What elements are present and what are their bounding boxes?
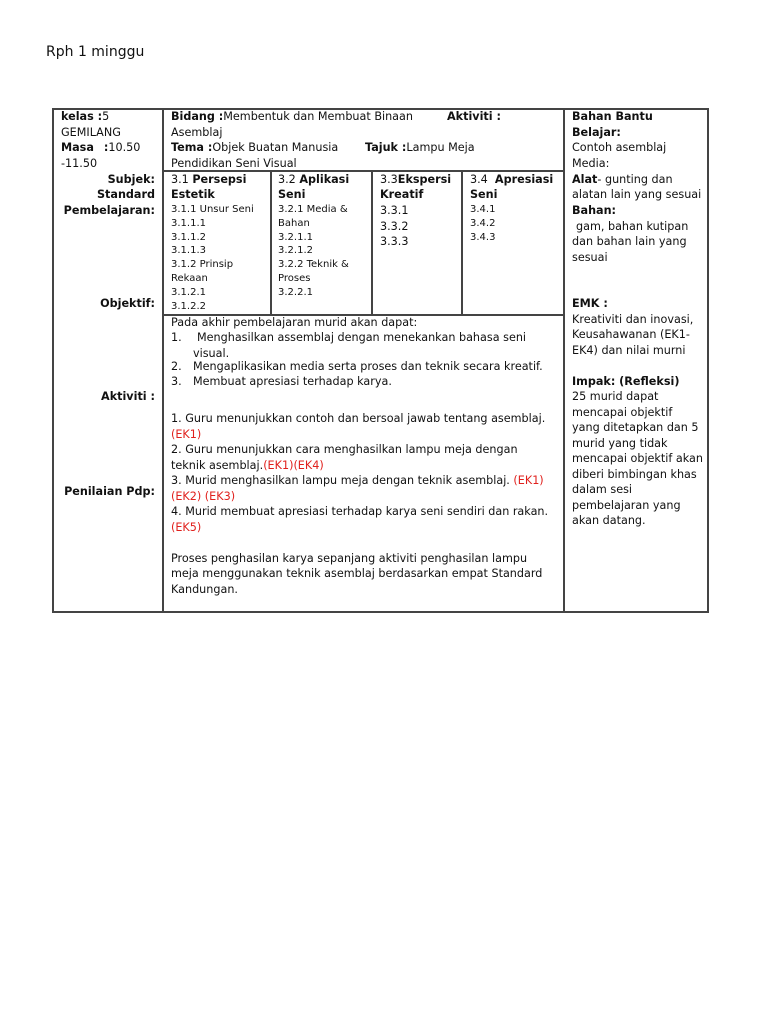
activity-item xyxy=(171,473,544,489)
standard-3-4-title xyxy=(470,172,553,188)
impak-text: dalam sesi xyxy=(572,483,633,496)
standard-item: 3.1.2 Prinsip xyxy=(171,259,234,271)
emk-label: EMK : xyxy=(572,297,608,310)
standard-title: Aplikasi xyxy=(299,172,350,186)
alat-label: Alat xyxy=(572,172,598,186)
ek-tag: (EK1)(EK4) xyxy=(263,458,324,472)
standard-num: 3.1 xyxy=(171,172,189,186)
impak-text: yang ditetapkan dan 5 xyxy=(572,421,699,434)
tema-value: Objek Buatan Manusia xyxy=(212,141,339,154)
bahan-bantu-label: Bahan Bantu xyxy=(572,110,653,123)
bidang-value: Membentuk dan Membuat Binaan xyxy=(223,110,413,123)
standard-item: 3.2.1.2 xyxy=(278,245,313,257)
objective-num: 2. xyxy=(171,359,182,373)
ek-tag: (EK1) xyxy=(171,427,202,441)
standard-item: 3.1.1.2 xyxy=(171,231,206,243)
bidang-row xyxy=(171,109,413,125)
masa-colon: : xyxy=(103,141,109,154)
impak-text: diberi bimbingan khas xyxy=(572,467,697,481)
penilaian-label: Penilaian Pdp: xyxy=(64,484,155,498)
pembelajaran-label: Pembelajaran: xyxy=(63,203,155,217)
standard-item: 3.1.1.1 xyxy=(171,217,206,229)
assessment-text: Proses penghasilan karya sepanjang aktiviti penghasilan lampu xyxy=(171,551,528,565)
activity-item: 2. Guru menunjukkan cara menghasilkan lampu meja dengan xyxy=(171,443,518,456)
bahan-text: gam, bahan kutipan xyxy=(576,219,689,233)
assessment-text: Kandungan. xyxy=(171,582,238,596)
standard-item: Proses xyxy=(278,273,311,284)
impak-text: akan datang. xyxy=(572,514,646,527)
activity-text: 3. Murid menghasilkan lampu meja dengan teknik asemblaj. xyxy=(171,474,510,487)
standard-divider xyxy=(270,171,272,316)
standard-item: 3.4.1 xyxy=(470,204,496,215)
masa-end: -11.50 xyxy=(61,156,98,170)
tajuk-label: Tajuk : xyxy=(365,141,407,154)
objektif-label: Objektif: xyxy=(100,297,155,310)
ek-tag: (EK5) xyxy=(171,520,202,534)
objective-item: Menghasilkan assemblaj dengan menekankan bahasa seni xyxy=(197,331,527,344)
activity-item: 1. Guru menunjukkan contoh dan bersoal jawab tentang asemblaj. xyxy=(171,412,546,425)
standard-item: 3.1.1 Unsur Seni xyxy=(171,204,254,215)
aktiviti-header-value: Asemblaj xyxy=(171,125,223,139)
standard-num: 3.4 xyxy=(470,172,488,186)
standard-title: Apresiasi xyxy=(494,172,554,186)
standard-num: 3.3 xyxy=(380,172,398,186)
objective-num: 3. xyxy=(171,374,182,388)
emk-text: Keusahawanan (EK1- xyxy=(572,328,690,341)
standard-item: 3.3.3 xyxy=(380,235,409,248)
standard-item: 3.3.1 xyxy=(380,204,409,217)
impak-text: mencapai objektif akan xyxy=(572,452,703,465)
standard-title: Ekspersi xyxy=(397,172,452,186)
standard-label: Standard xyxy=(96,188,155,201)
alat-value-cont: alatan lain yang sesuai xyxy=(572,188,702,201)
standard-title: Persepsi xyxy=(192,172,247,186)
activity-item-cont xyxy=(171,458,324,474)
impak-text: 25 murid dapat xyxy=(572,390,659,403)
contoh-text: Contoh asemblaj xyxy=(572,141,667,154)
masa-label: Masa xyxy=(61,141,94,154)
bahan-label: Bahan: xyxy=(572,203,617,217)
standard-item: Bahan xyxy=(278,217,310,229)
subjek-label: Subjek: xyxy=(107,172,155,186)
subject-name: Pendidikan Seni Visual xyxy=(171,156,297,170)
tajuk-value: Lampu Meja xyxy=(406,141,475,154)
objective-item: Membuat apresiasi terhadap karya. xyxy=(193,374,392,388)
tema-label: Tema : xyxy=(171,141,213,154)
standard-item: 3.2.1.1 xyxy=(278,231,313,243)
masa-row xyxy=(61,140,140,156)
standard-item: 3.1.1.3 xyxy=(171,245,206,257)
aktiviti-label: Aktiviti : xyxy=(101,389,155,403)
alat-row xyxy=(572,172,673,188)
impak-text: pembelajaran yang xyxy=(572,498,681,512)
standard-item: 3.4.2 xyxy=(470,217,496,229)
alat-value: - gunting dan xyxy=(597,172,673,186)
objective-intro: Pada akhir pembelajaran murid akan dapat: xyxy=(171,315,418,329)
kelas-row xyxy=(61,109,109,125)
impak-text: mencapai objektif xyxy=(572,405,673,419)
objective-num: 1. xyxy=(171,331,182,344)
standard-divider xyxy=(371,171,373,316)
standard-divider xyxy=(461,171,463,316)
bahan-text: dan bahan lain yang xyxy=(572,235,687,248)
kelas-label: kelas : xyxy=(61,110,103,123)
objective-item-cont: visual. xyxy=(193,346,230,360)
impak-label: Impak: (Refleksi) xyxy=(572,374,680,388)
tajuk-row xyxy=(365,140,475,156)
activity-text: teknik asemblaj. xyxy=(171,458,264,472)
aktiviti-header-label: Aktiviti : xyxy=(447,110,501,123)
kelas-value: 5 xyxy=(102,110,110,123)
ek-tag: (EK1) xyxy=(513,474,544,487)
tema-row xyxy=(171,140,338,156)
standard-item: 3.1.2.1 xyxy=(171,286,206,298)
standard-item: Rekaan xyxy=(171,273,208,284)
impak-text: murid yang tidak xyxy=(572,436,668,450)
standard-title-cont: Seni xyxy=(278,188,306,201)
masa-value: 10.50 xyxy=(108,141,141,154)
kelas-name: GEMILANG xyxy=(61,125,121,139)
standard-title-cont: Estetik xyxy=(171,188,215,201)
objective-item: Mengaplikasikan media serta proses dan teknik secara kreatif. xyxy=(193,359,543,373)
standard-item: 3.4.3 xyxy=(470,231,496,243)
standard-title-cont: Kreatif xyxy=(380,188,424,201)
standard-item: 3.2.2.1 xyxy=(278,286,313,298)
emk-text: EK4) dan nilai murni xyxy=(572,343,686,357)
emk-text: Kreativiti dan inovasi, xyxy=(572,312,694,326)
bidang-label: Bidang : xyxy=(171,110,224,123)
standard-item: 3.1.2.2 xyxy=(171,300,206,312)
standard-title-cont: Seni xyxy=(470,188,498,201)
column-divider xyxy=(162,110,164,611)
bahan-text: sesuai xyxy=(572,250,608,264)
activity-item: 4. Murid membuat apresiasi terhadap karya seni sendiri dan rakan. xyxy=(171,505,549,518)
standard-3-1-title xyxy=(171,172,246,188)
standard-num: 3.2 xyxy=(278,172,296,186)
standard-item: 3.2.1 Media & xyxy=(278,204,348,215)
column-divider xyxy=(563,110,565,611)
page-title: Rph 1 minggu xyxy=(46,44,145,60)
assessment-text: meja menggunakan teknik asemblaj berdasarkan empat Standard xyxy=(171,567,543,580)
standard-3-3-title xyxy=(380,172,451,188)
media-label: Media: xyxy=(572,156,610,170)
ek-tag: (EK2) (EK3) xyxy=(171,489,236,503)
standard-item: 3.2.2 Teknik & xyxy=(278,259,349,271)
bahan-bantu-label-cont: Belajar: xyxy=(572,125,621,139)
standard-3-2-title xyxy=(278,172,349,188)
standard-item: 3.3.2 xyxy=(380,219,409,233)
